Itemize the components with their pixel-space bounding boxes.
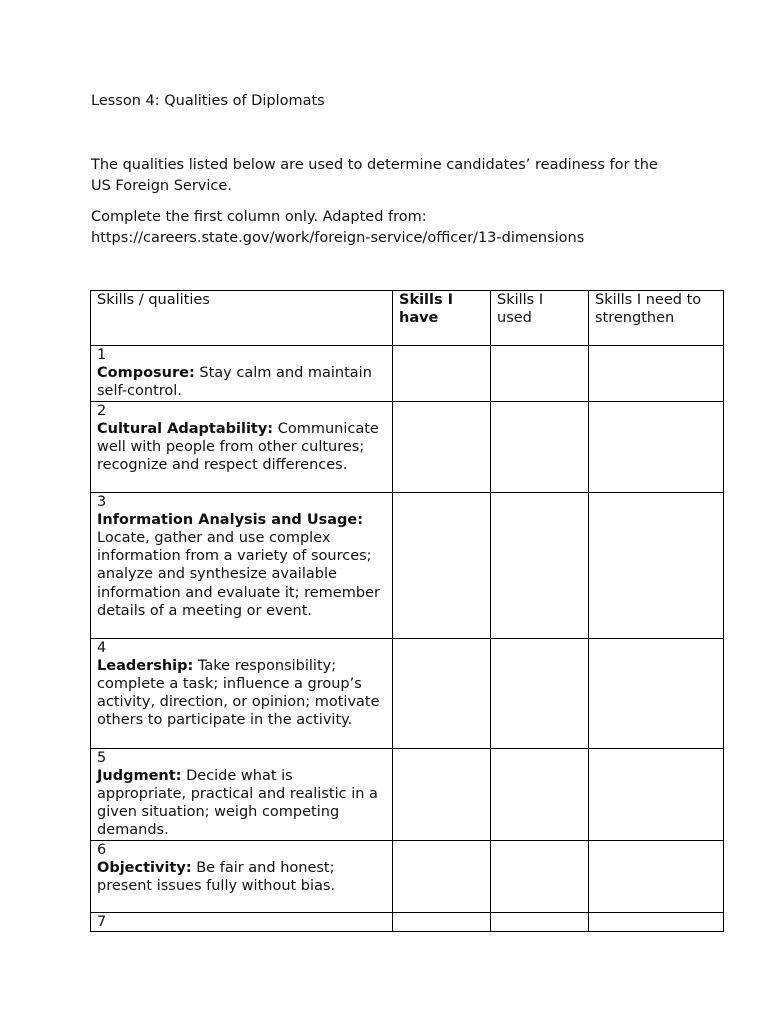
- skill-cell: [91, 346, 393, 402]
- source-url[interactable]: https://careers.state.gov/work/foreign-service/officer/13-dimensions: [91, 230, 585, 246]
- skills-have-cell[interactable]: [393, 840, 491, 912]
- row-number: 3: [97, 493, 107, 510]
- table-header-row: [91, 291, 724, 346]
- row-number: 1: [97, 347, 107, 363]
- skills-used-cell[interactable]: [491, 840, 589, 912]
- skills-have-cell[interactable]: [393, 346, 491, 402]
- skill-cell: [91, 401, 393, 492]
- skills-used-cell[interactable]: [491, 492, 589, 638]
- skills-have-cell[interactable]: [393, 401, 491, 492]
- skill-name: Leadership:: [97, 657, 194, 674]
- table-row: [91, 638, 724, 748]
- skills-have-cell[interactable]: [393, 492, 491, 638]
- skill-name: Information Analysis and Usage:: [97, 511, 364, 528]
- skill-cell: [91, 840, 393, 912]
- skill-description: Stay calm and maintain self-control.: [97, 365, 372, 400]
- skill-description: Take responsibility; complete a task; influence a group’s activity, direction, or opinion; motivate others to participate in the activity.: [97, 657, 380, 729]
- header-skills-to-strengthen: Skills I need to strengthen: [589, 291, 724, 346]
- skills-strengthen-cell[interactable]: [589, 912, 724, 931]
- instructions-paragraph: [91, 207, 691, 249]
- instructions-text: Complete the first column only. Adapted from:: [91, 209, 427, 225]
- skill-name: Objectivity:: [97, 859, 192, 876]
- skill-cell: [91, 492, 393, 638]
- row-number: 7: [97, 913, 107, 930]
- table-row: [91, 912, 724, 931]
- skills-strengthen-cell[interactable]: [589, 638, 724, 748]
- skills-have-cell[interactable]: [393, 638, 491, 748]
- skill-name: Judgment:: [97, 767, 182, 784]
- skill-cell: [91, 748, 393, 840]
- row-number: 4: [97, 639, 107, 656]
- skills-used-cell[interactable]: [491, 638, 589, 748]
- skills-used-cell[interactable]: [491, 912, 589, 931]
- skills-strengthen-cell[interactable]: [589, 346, 724, 402]
- skills-have-cell[interactable]: [393, 748, 491, 840]
- page-title: Lesson 4: Qualities of Diplomats: [91, 93, 325, 109]
- table-row: [91, 401, 724, 492]
- table-row: [91, 346, 724, 402]
- skill-cell: [91, 912, 393, 931]
- skills-used-cell[interactable]: [491, 401, 589, 492]
- skills-used-cell[interactable]: [491, 346, 589, 402]
- table-row: [91, 492, 724, 638]
- row-number: 6: [97, 841, 107, 858]
- skill-description: Be fair and honest; present issues fully without bias.: [97, 859, 336, 895]
- skill-description: Decide what is appropriate, practical and realistic in a given situation; weigh competing demands.: [97, 767, 378, 839]
- skill-cell: [91, 638, 393, 748]
- header-skills-qualities: Skills / qualities: [91, 291, 393, 346]
- row-number: 5: [97, 749, 107, 766]
- row-number: 2: [97, 402, 107, 419]
- skills-strengthen-cell[interactable]: [589, 401, 724, 492]
- intro-paragraph: The qualities listed below are used to determine candidates’ readiness for the US Foreign Service.: [91, 157, 658, 194]
- table-row: [91, 748, 724, 840]
- skills-strengthen-cell[interactable]: [589, 748, 724, 840]
- header-skills-i-have: Skills I have: [393, 291, 491, 346]
- skill-description: Locate, gather and use complex information from a variety of sources; analyze and synthesize available information and evaluate it; remember details of a meeting or event.: [97, 530, 380, 619]
- skills-strengthen-cell[interactable]: [589, 492, 724, 638]
- skills-strengthen-cell[interactable]: [589, 840, 724, 912]
- skills-used-cell[interactable]: [491, 748, 589, 840]
- skills-table: [90, 290, 724, 932]
- skill-name: Composure:: [97, 365, 195, 382]
- skill-name: Cultural Adaptability:: [97, 420, 274, 437]
- header-skills-i-used: Skills I used: [491, 291, 589, 346]
- skill-description: Communicate well with people from other cultures; recognize and respect differences.: [97, 420, 379, 474]
- table-row: [91, 840, 724, 912]
- skills-have-cell[interactable]: [393, 912, 491, 931]
